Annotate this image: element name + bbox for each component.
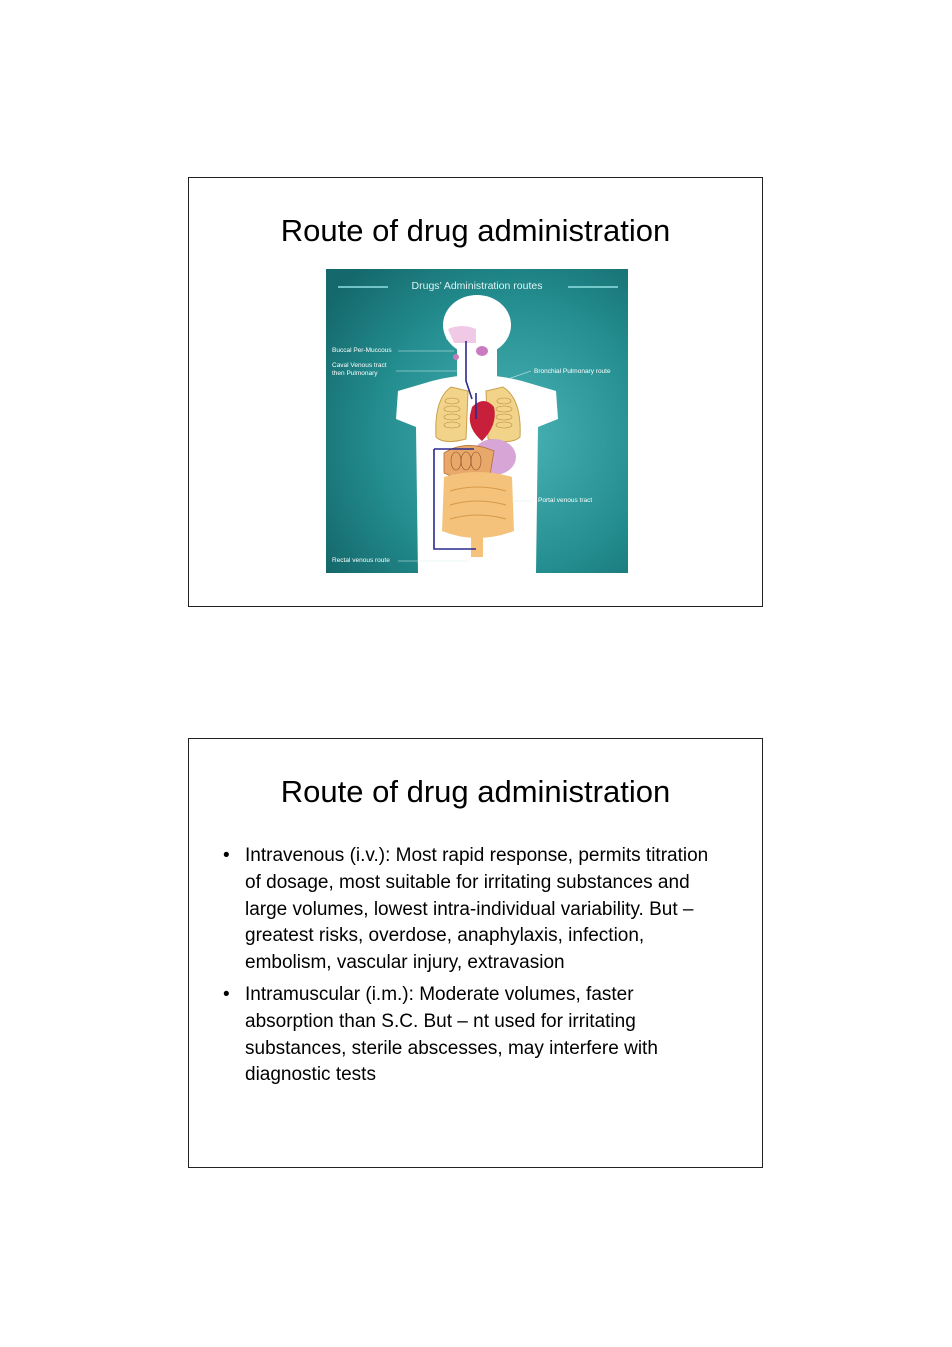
infographic-title: Drugs’ Administration routes [411,280,543,292]
label-caval-line2: then Pulmonary [332,370,378,377]
slide-1 [188,177,763,607]
label-bronchial: Bronchial Pulmonary route [534,368,611,375]
rectum [471,531,483,557]
label-rectal: Rectal venous route [332,557,390,564]
bullet-text: Intramuscular (i.m.): Moderate volumes, faster absorption than S.C. But – nt used for irritating substances, sterile abscesses, may interfere with diagnostic tests [245,983,658,1086]
bullet-text: Intravenous (i.v.): Most rapid response, permits titration of dosage, most suitable for irritating substances and large volumes, lowest intra-individual variability. But – greatest risks, overdose, anaphylaxis, infection, embolism, vascular injury, extravasion [245,845,709,974]
drug-routes-infographic [326,269,628,573]
label-portal: Portal venous tract [538,497,593,504]
slide-title: Route of drug administration [280,213,671,248]
intestine [442,472,514,538]
mouth-mark [476,346,488,356]
label-buccal: Buccal Per-Muccous [332,347,392,354]
bullet-dot: • [223,983,230,1005]
bullet-dot: • [223,845,230,866]
slide-title: Route of drug administration [280,774,671,809]
label-caval-line1: Caval Venous tract [332,362,387,369]
body-illustration [326,269,628,573]
bullet-item-intravenous [223,843,723,977]
bullet-item-intramuscular [223,982,723,1089]
bullet-list [223,843,723,1094]
slide-2 [188,738,763,1168]
